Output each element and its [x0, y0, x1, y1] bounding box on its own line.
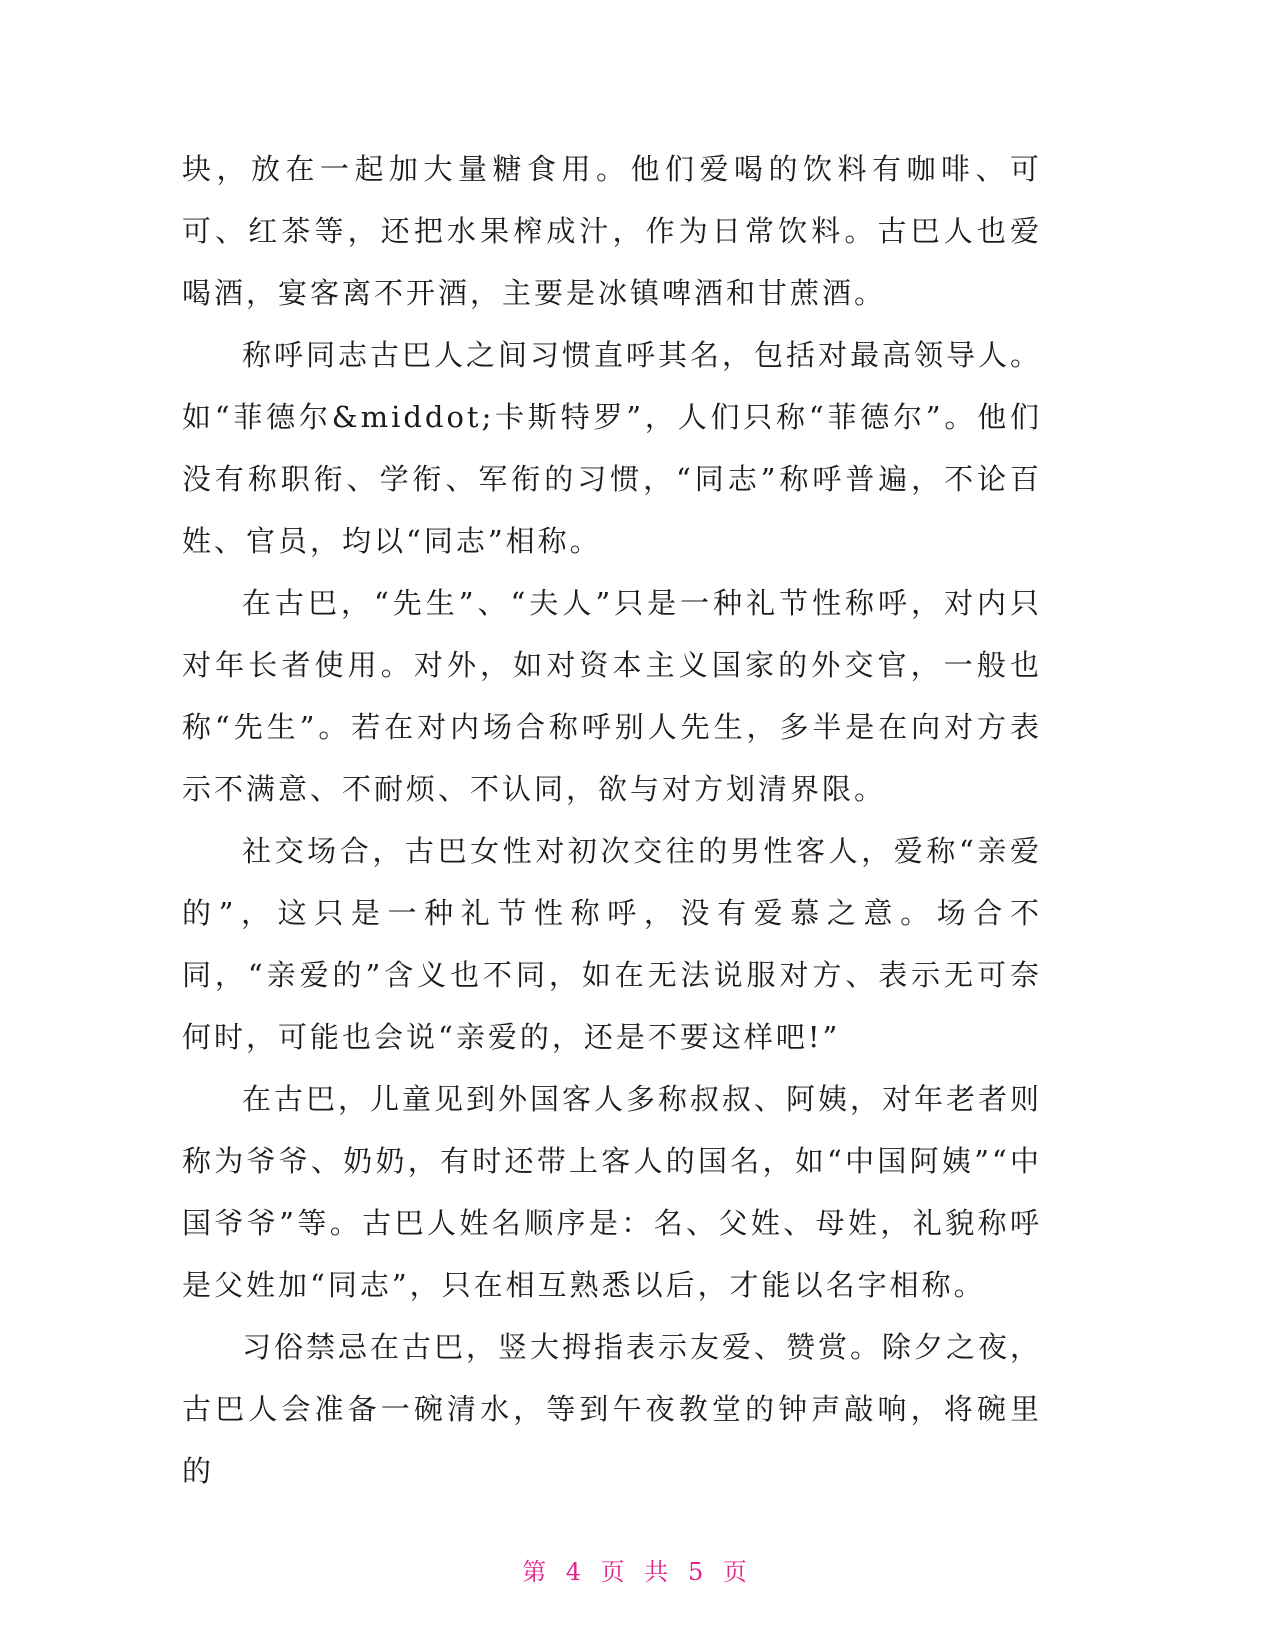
paragraph: 在古巴，儿童见到外国客人多称叔叔、阿姨，对年老者则称为爷爷、奶奶，有时还带上客人的国名，如“中国阿姨”“中国爷爷”等。古巴人姓名顺序是：名、父姓、母姓，礼貌称呼是父姓加“同志”，只在相互熟悉以后，才能以名字相称。 — [182, 1082, 1043, 1302]
body-text — [182, 138, 1042, 1502]
paragraph: 称呼同志古巴人之间习惯直呼其名，包括对最高领导人。如“菲德尔&middot;卡斯特罗”，人们只称“菲德尔”。他们没有称职衔、学衔、军衔的习惯，“同志”称呼普遍，不论百姓、官员，均以“同志”相称。 — [182, 338, 1043, 558]
paragraph: 在古巴，“先生”、“夫人”只是一种礼节性称呼，对内只对年长者使用。对外，如对资本主义国家的外交官，一般也称“先生”。若在对内场合称呼别人先生，多半是在向对方表示不满意、不耐烦、不认同，欲与对方划清界限。 — [182, 586, 1042, 806]
paragraph: 块，放在一起加大量糖食用。他们爱喝的饮料有咖啡、可可、红茶等，还把水果榨成汁，作为日常饮料。古巴人也爱喝酒，宴客离不开酒，主要是冰镇啤酒和甘蔗酒。 — [182, 152, 1042, 310]
paragraph: 习俗禁忌在古巴，竖大拇指表示友爱、赞赏。除夕之夜，古巴人会准备一碗清水，等到午夜教堂的钟声敲响，将碗里的 — [182, 1330, 1043, 1488]
page-number-footer: 第 4 页 共 5 页 — [522, 1558, 753, 1586]
paragraph: 社交场合，古巴女性对初次交往的男性客人，爱称“亲爱的”，这只是一种礼节性称呼，没有爱慕之意。场合不同，“亲爱的”含义也不同，如在无法说服对方、表示无可奈何时，可能也会说“亲爱的，还是不要这样吧!” — [182, 834, 1042, 1054]
